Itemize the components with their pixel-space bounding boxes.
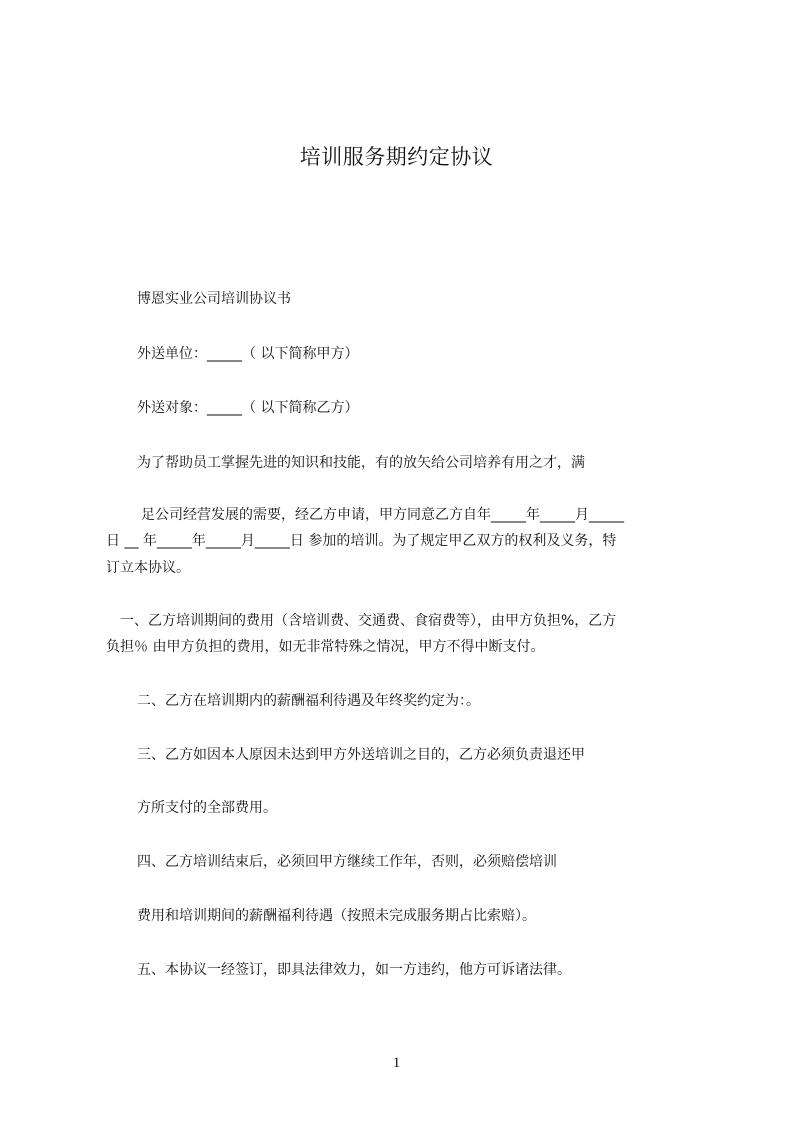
text-line: 五、本协议一经签订，即具法律效力，如一方违约，他方可诉诸法律。 <box>137 962 571 978</box>
text-line: 方所支付的全部费用。 <box>137 800 277 816</box>
text-line: 博恩实业公司培训协议书 <box>137 291 291 307</box>
text-line: 日 __ 年_____年_____月_____日 参加的培训。为了规定甲乙双方的权利及义务，特 <box>106 533 617 549</box>
text-line: 二、乙方在培训期内的薪酬福利待遇及年终奖约定为：。 <box>137 693 480 709</box>
text-line: 费用和培训期间的薪酬福利待遇（按照未完成服务期占比索赔）。 <box>137 908 536 924</box>
text-line: 一、乙方培训期间的费用（含培训费、交通费、食宿费等），由甲方负担%，乙方 <box>120 613 617 629</box>
text-line: 足公司经营发展的需要，经乙方申请，甲方同意乙方自年_____年_____月_____ <box>141 507 624 523</box>
text-line: 负担％ 由甲方负担的费用，如无非常特殊之情况，甲方不得中断支付。 <box>106 639 545 655</box>
text-line: 四、乙方培训结束后，必须回甲方继续工作年，否则，必须赔偿培训 <box>137 854 557 870</box>
text-line: 三、乙方如因本人原因未达到甲方外送培训之目的，乙方必须负责退还甲 <box>137 747 585 763</box>
text-line: 订立本协议。 <box>106 560 190 576</box>
text-line: 外送单位：_____（ 以下简称甲方） <box>137 346 359 362</box>
document-title: 培训服务期约定协议 <box>299 145 494 169</box>
text-line: 为了帮助员工掌握先进的知识和技能，有的放矢给公司培养有用之才，满 <box>137 455 585 471</box>
page-number: 1 <box>392 1055 401 1071</box>
text-line: 外送对象：_____（ 以下简称乙方） <box>137 400 359 416</box>
